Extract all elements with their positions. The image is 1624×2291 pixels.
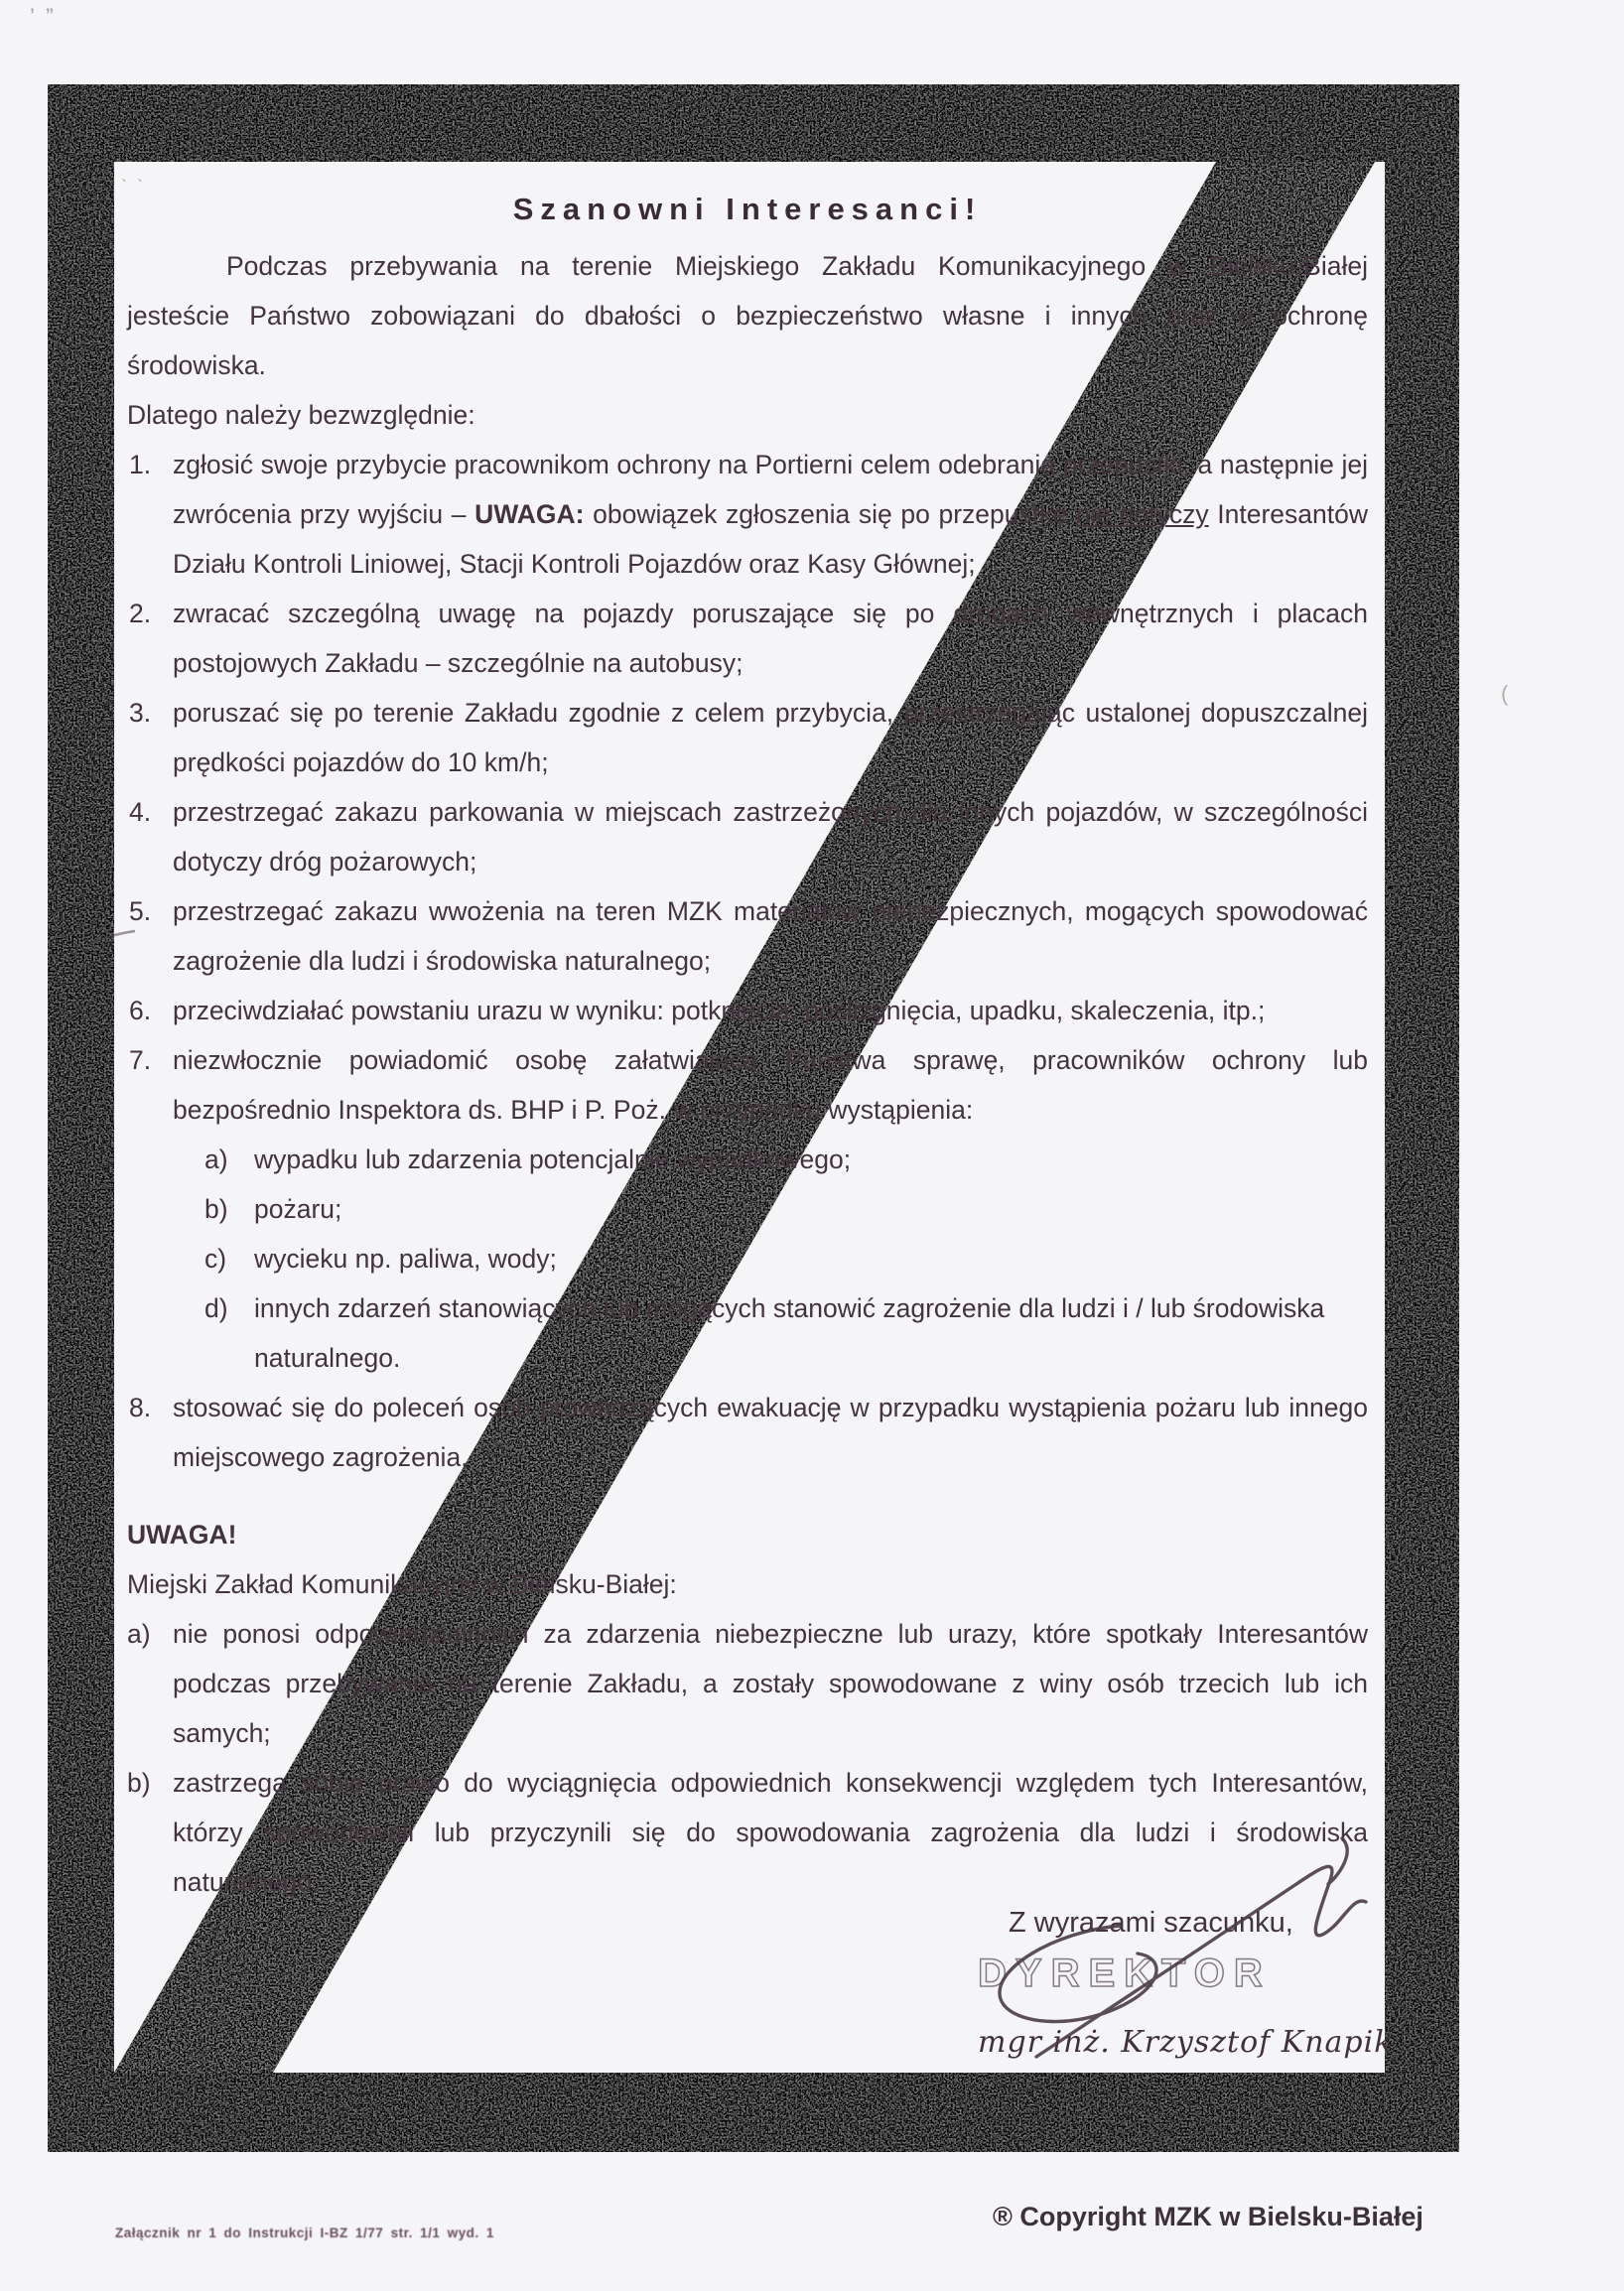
rule-text [173, 797, 1368, 876]
document-body [127, 182, 1368, 1907]
text-segment: zwracać szczególną uwagę na pojazdy poruszające się po drogach wewnętrznych i placach postojowych Zakładu – szczególnie na autobusy; [173, 599, 1368, 678]
sub-item [127, 1184, 1368, 1234]
notice-heading: UWAGA! [127, 1520, 237, 1550]
doc-ref: Załącznik nr 1 do Instrukcji I-BZ 1/77 str. 1/1 wyd. 1 [115, 2225, 494, 2240]
text-segment: przestrzegać zakazu parkowania w miejscach zastrzeżonych dla innych pojazdów, w szczególności dotyczy dróg pożarowych; [173, 797, 1368, 876]
rule-number: 1. [129, 450, 152, 479]
notice-section [127, 1510, 1368, 1907]
sub-item-label: a) [204, 1145, 228, 1174]
director-stamp: DYREKTOR [978, 1952, 1272, 1995]
sub-item [127, 1234, 1368, 1283]
text-segment: poruszać się po terenie Zakładu zgodnie z celem przybycia, przestrzegając ustalonej dopuszczalnej prędkości pojazdów do 10 km/h; [173, 698, 1368, 777]
rule-number: 3. [129, 698, 152, 728]
sub-item-label: c) [204, 1244, 227, 1274]
rule-item [127, 440, 1368, 589]
rule-item [127, 1383, 1368, 1482]
rule-number: 4. [129, 797, 152, 827]
paper-speck: ˋ ˋ [121, 177, 143, 197]
rule-item [127, 886, 1368, 986]
rule-text [173, 599, 1368, 678]
rule-number: 2. [129, 599, 152, 628]
rule-item [127, 986, 1368, 1035]
sub-item-text: wycieku np. paliwa, wody; [254, 1244, 557, 1274]
rules-list [127, 440, 1368, 1482]
rule-item [127, 1035, 1368, 1135]
rule-text [173, 996, 1265, 1025]
rule-item [127, 787, 1368, 886]
rule-text [173, 1393, 1368, 1472]
liability-item-text: zastrzega sobie prawo do wyciągnięcia odpowiednich konsekwencji względem tych Interesantów, którzy spowodowali lub przyczynili się do spowodowania zagrożenia dla ludzi i środowiska naturalnego. [173, 1768, 1368, 1897]
rule-item [127, 688, 1368, 787]
rule-text [173, 698, 1368, 777]
copyright-line: ® Copyright MZK w Bielsku-Białej [993, 2202, 1423, 2231]
rule-text [173, 1045, 1368, 1125]
text-segment: niezwłocznie powiadomić osobę załatwiającą Państwa sprawę, pracowników ochrony lub bezpośrednio Inspektora ds. BHP i P. Poż. w przypadku wystąpienia: [173, 1045, 1368, 1125]
rule-number: 5. [129, 896, 152, 926]
sub-item-label: b) [204, 1194, 228, 1224]
paper-speck: ( [1501, 681, 1509, 706]
rule-text [173, 896, 1368, 976]
closing-line: Z wyrazami szacunku, [1009, 1907, 1293, 1939]
liability-item-text: nie ponosi odpowiedzialności za zdarzenia niebezpieczne lub urazy, które spotkały Interesantów podczas przebywania na terenie Zakładu, a zostały spowodowane z winy osób trzecich lub ich samych; [173, 1619, 1368, 1748]
rule-text [173, 450, 1368, 579]
text-segment: Interesantów Działu Kontroli Liniowej, Stacji Kontroli Pojazdów oraz Kasy Głównej; [173, 499, 1368, 579]
sub-item [127, 1135, 1368, 1184]
rule-number: 6. [129, 996, 152, 1025]
lead-line: Dlatego należy bezwzględnie: [127, 400, 475, 430]
liability-item [127, 1609, 1368, 1758]
text-segment: przestrzegać zakazu wwożenia na teren MZK materiałów niebezpiecznych, mogących spowodować zagrożenie dla ludzi i środowiska naturalnego; [173, 896, 1368, 976]
intro-paragraph: Podczas przebywania na terenie Miejskiego Zakładu Komunikacyjnego w Bielsku-Białej jesteście Państwo zobowiązani do dbałości o bezpieczeństwo własne i innych oraz o ochronę środowiska. [127, 251, 1368, 380]
notice-subject: Miejski Zakład Komunikacyjny w Bielsku-Białej: [127, 1569, 677, 1599]
text-segment: przeciwdziałać powstaniu urazu w wyniku: potknięcia, poślizgnięcia, upadku, skaleczenia, itp.; [173, 996, 1266, 1025]
sub-item [127, 1283, 1368, 1383]
rule-number: 7. [129, 1045, 152, 1075]
text-segment: obowiązek zgłoszenia się po przepustkę [584, 499, 1076, 529]
sub-item-text: innych zdarzeń stanowiących lub mogących stanowić zagrożenie dla ludzi i / lub środowiska naturalnego. [254, 1293, 1325, 1373]
signer-name: mgr inż. Krzysztof Knapik [978, 2025, 1394, 2060]
liability-list [127, 1609, 1368, 1907]
sub-item-text: wypadku lub zdarzenia potencjalnie wypadkowego; [254, 1145, 852, 1174]
liability-item-label: a) [127, 1619, 151, 1649]
text-segment: nie dotyczy [1075, 499, 1209, 529]
rule-item [127, 589, 1368, 688]
liability-item-label: b) [127, 1768, 151, 1798]
rule-number: 8. [129, 1393, 152, 1422]
liability-item [127, 1758, 1368, 1907]
sub-item-label: d) [204, 1293, 228, 1323]
sub-item-text: pożaru; [254, 1194, 342, 1224]
text-segment: zgłosić swoje przybycie pracownikom ochrony na Portierni celem odebrania przepustki, a następnie jej zwrócenia przy wyjściu – [173, 450, 1368, 529]
text-segment: stosować się do poleceń osób prowadzących ewakuację w przypadku wystąpienia pożaru lub innego miejscowego zagrożenia. [173, 1393, 1368, 1472]
text-segment: UWAGA: [474, 499, 585, 529]
document-title: Szanowni Interesanci! [512, 192, 983, 226]
paper-speck: ’ ” [30, 4, 54, 29]
